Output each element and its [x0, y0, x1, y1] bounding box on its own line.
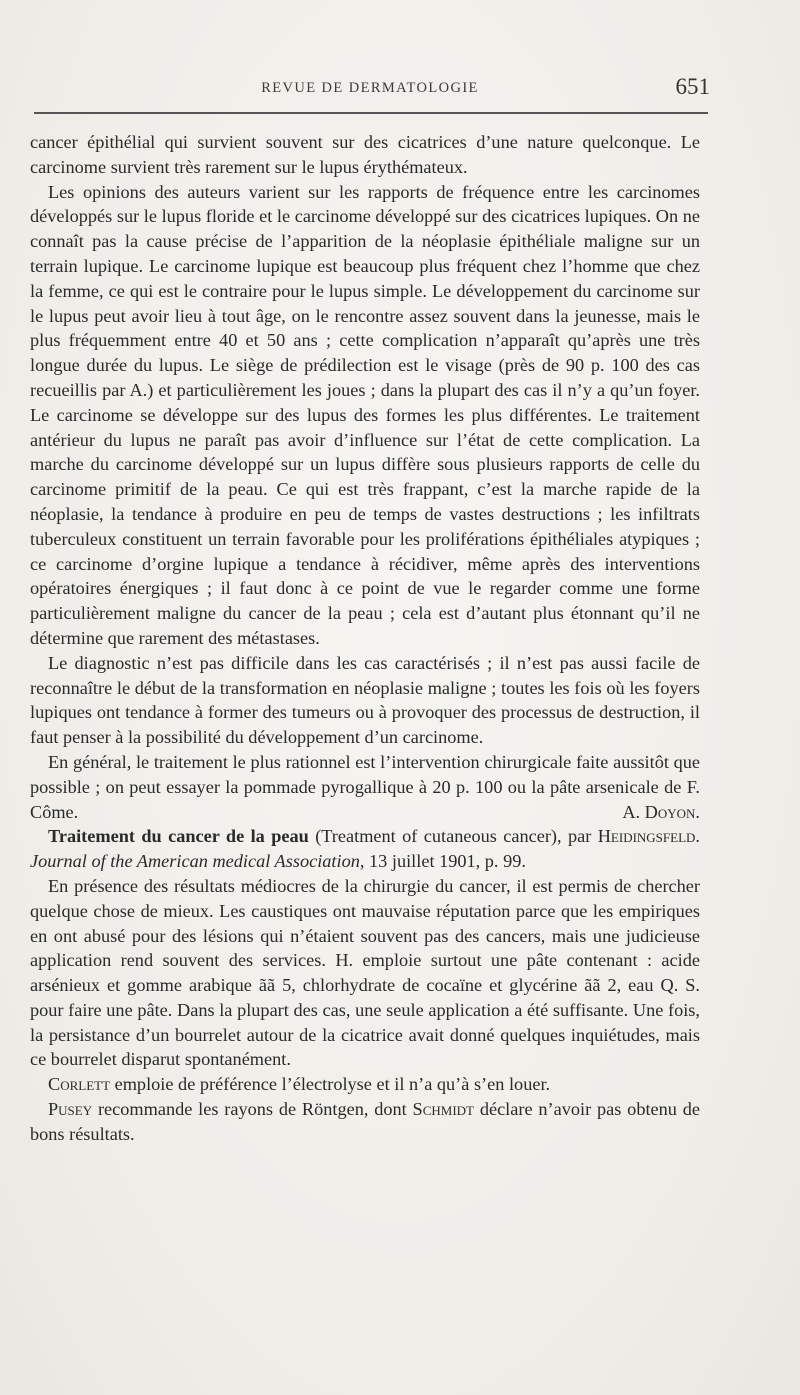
paragraph-8 [30, 1097, 700, 1147]
citation-date: , 13 juillet 1901, p. 99. [359, 851, 526, 872]
paragraph-1: cancer épithélial qui survient souvent sur des cicatrices d’une nature quelconque. Le carcinome survient très rarement sur le lupus érythémateux. [30, 132, 700, 177]
author-pusey: Pusey [48, 1099, 93, 1120]
journal-name: Journal of the American medical Association [30, 851, 360, 872]
paragraph-7-text: emploie de préférence l’électrolyse et il n’a qu’à s’en louer. [110, 1074, 551, 1095]
paragraph-3: Le diagnostic n’est pas difficile dans les cas caractérisés ; il n’est pas aussi facile de reconnaître le début de la transformation en néoplasie maligne ; toutes les fois où les foyers lupiques ont tendance à former des tumeurs ou à provoquer des processus de destruction, il faut penser à la possibilité du développement d’un carcinome. [30, 652, 700, 748]
paragraph-7 [30, 1072, 700, 1097]
author-schmidt: Schmidt [412, 1099, 474, 1120]
page-number: 651 [675, 74, 710, 99]
header-rule [34, 112, 708, 114]
running-title: REVUE DE DERMATOLOGIE [261, 80, 479, 96]
article-author: Heidingsfeld. [597, 826, 700, 847]
paragraph-5-citation [30, 824, 700, 874]
article-body [30, 130, 700, 1147]
paragraph-4-text: En général, le traitement le plus rationnel est l’intervention chirurgicale faite aussitôt que possible ; on peut essayer la pommade pyrogallique à 20 p. 100 ou la pâte arsenicale de F. Côme. [30, 751, 700, 822]
article-title: Traitement du cancer de la peau [48, 826, 309, 847]
page-header [30, 76, 710, 102]
paragraph-8-mid: recommande les rayons de Röntgen, dont [92, 1099, 413, 1120]
paragraph-4 [30, 750, 700, 824]
article-subtitle: (Treatment of cutaneous cancer), par [308, 826, 598, 847]
paragraph-8-text: déclare n’avoir pas obtenu de bons résultats. [30, 1099, 700, 1144]
paragraph-6: En présence des résultats médiocres de la chirurgie du cancer, il est permis de chercher quelque chose de mieux. Les caustiques ont mauvaise réputation parce que les empiriques en ont abusé pour des lésions qui n’étaient souvent pas des cancers, mais une judicieuse application rend souvent des services. H. emploie surtout une pâte contenant : acide arsénieux et gomme arabique ãã 5, chlorhydrate de cocaïne et glycérine ãã 2, eau Q. S. pour faire une pâte. Dans la plupart des cas, une seule application a été suffisante. Une fois, la persistance d’un bourrelet autour de la cicatrice avait donné quelques inquiétudes, mais ce bourrelet disparut spontanément. [30, 875, 700, 1070]
author-corlett: Corlett [48, 1074, 111, 1095]
signature: A. Doyon. [622, 801, 700, 822]
paragraph-2: Les opinions des auteurs varient sur les rapports de fréquence entre les carcinomes développés sur le lupus floride et le carcinome développé sur des cicatrices lupiques. On ne connaît pas la cause précise de l’apparition de la néoplasie épithéliale maligne sur un terrain lupique. Le carcinome lupique est beaucoup plus fréquent chez l’homme que chez la femme, ce qui est le contraire pour le lupus simple. Le développement du carcinome sur le lupus peut avoir lieu à tout âge, on le rencontre assez souvent dans la jeunesse, mais le plus fréquemment entre 40 et 50 ans ; cette complication n’apparaît qu’après une très longue durée du lupus. Le siège de prédilection est le visage (près de 90 p. 100 des cas recueillis par A.) et particulièrement les joues ; dans la plupart des cas il n’y a qu’un foyer. Le carcinome se développe sur des lupus des formes les plus différentes. Le traitement antérieur du lupus ne paraît pas avoir d’influence sur l’état de cette complication. La marche du carcinome développé sur un lupus diffère sous plusieurs rapports de celle du carcinome primitif de la peau. Ce qui est très frappant, c’est la marche rapide de la néoplasie, la tendance à produire en peu de temps de vastes destructions ; les infiltrats tuberculeux constituent un terrain favorable pour les proliférations épithéliales atypiques ; ce carcinome d’orgine lupique a tendance à récidiver, même après des interventions opératoires énergiques ; il faut donc à ce point de vue le regarder comme une forme particulièrement maligne du cancer de la peau ; cela est d’autant plus étonnant qu’il ne détermine que rarement des métastases. [30, 181, 700, 648]
